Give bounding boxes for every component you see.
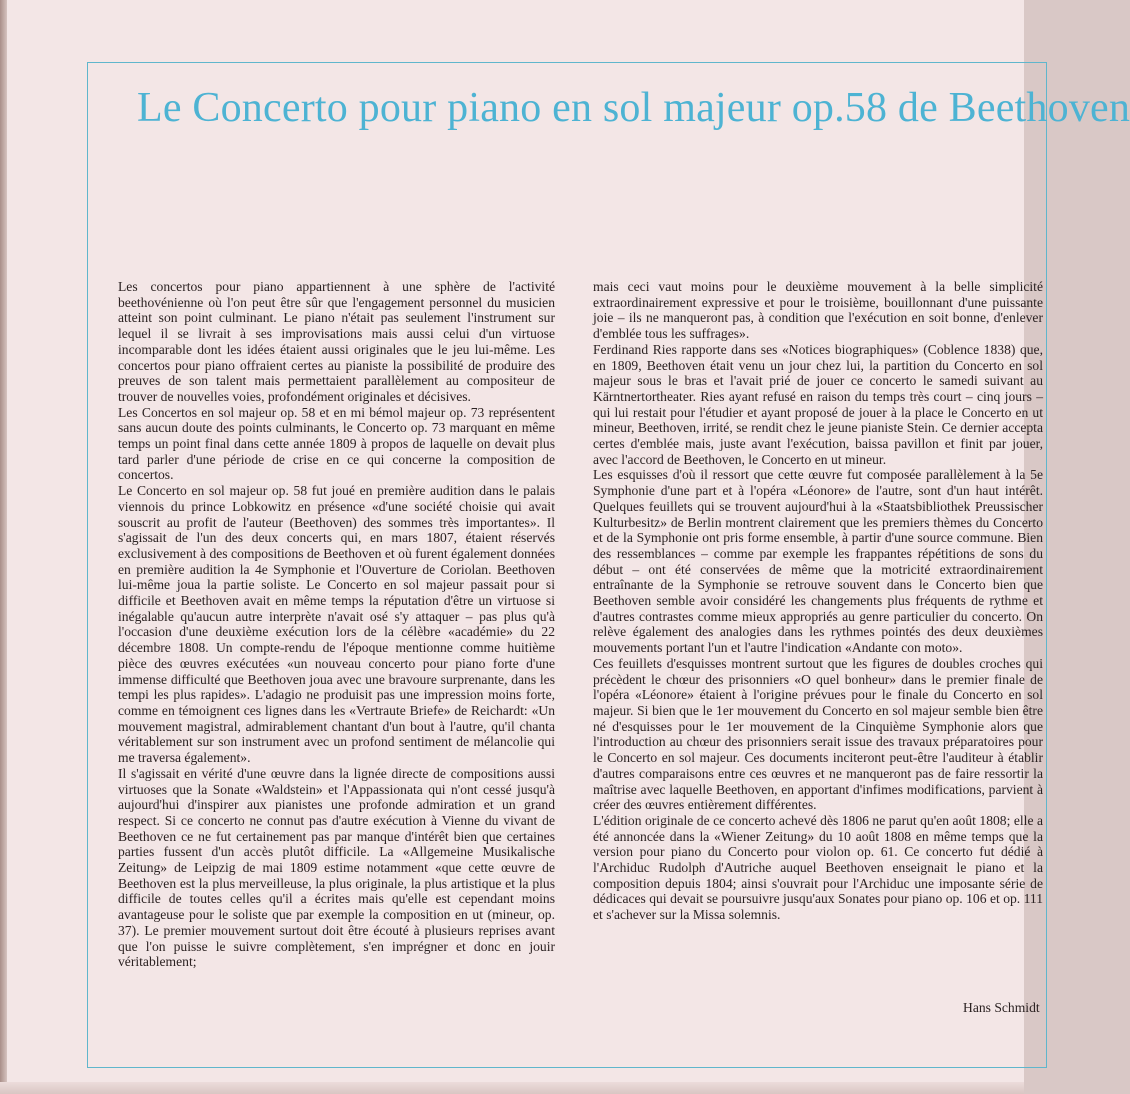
sleeve-bottom-edge [0, 1082, 1024, 1094]
paragraph: Le Concerto en sol majeur op. 58 fut joué en première audition dans le palais viennois du prince Lobkowitz en présence «d'une société choisie qui avait souscrit au profit de l'auteur (Beethoven) des sommes très importantes». Il s'agissait de l'un des deux concerts qui, en mars 1807, étaient réservés exclusivement à des compositions de Beethoven et où furent également données en première audition la 4e Symphonie et l'Ouverture de Coriolan. Beethoven lui-même joua la partie soliste. Le Concerto en sol majeur passait pour si difficile et Beethoven avait en même temps la réputation d'être un virtuose si inégalable qu'aucun autre interprète n'avait osé s'y attaquer – pas plus qu'à l'occasion d'une deuxième exécution lors de la célèbre «académie» du 22 décembre 1808. Un compte-rendu de l'époque mentionne comme huitième pièce des œuvres exécutées «un nouveau concerto pour piano forte d'une immense difficulté que Beethoven joua avec une bravoure surprenante, dans les tempi les plus rapides». L'adagio ne produisit pas une impression moins forte, comme en témoignent ces lignes dans les «Vertraute Briefe» de Reichardt: «Un mouvement magistral, admirablement chantant d'un bout à l'autre, qu'il chanta véritablement sur son instrument avec un profond sentiment de mélancolie qui me traversa également». [118, 483, 555, 766]
paragraph: Les Concertos en sol majeur op. 58 et en mi bémol majeur op. 73 représentent sans aucun doute des points culminants, le Concerto op. 73 marquant en même temps un point final dans cette année 1809 à propos de laquelle on devait plus tard parler d'une période de crise en ce qui concerne la composition de concertos. [118, 404, 555, 483]
paragraph: Il s'agissait en vérité d'une œuvre dans la lignée directe de compositions aussi virtuoses que la Sonate «Waldstein» et l'Appassionata qui n'ont cessé jusqu'à aujourd'hui d'inspirer aux pianistes une profonde admiration et un grand respect. Si ce concerto ne connut pas d'autre exécution à Vienne du vivant de Beethoven ce ne fut certainement pas par manque d'intérêt bien que certaines parties fussent d'un accès plutôt difficile. La «Allgemeine Musikalische Zeitung» de Leipzig de mai 1809 estime notamment «que cette œuvre de Beethoven est la plus merveilleuse, la plus originale, la plus artistique et la plus difficile de toutes celles qu'il a écrites mais qu'elle est cependant moins avantageuse pour le soliste que par exemple la composition en ut (mineur, op. 37). Le premier mouvement surtout doit être écouté à plusieurs reprises avant que l'on puisse le suivre complètement, s'en imprégner et donc en jouir véritablement; [118, 765, 555, 970]
paragraph: Les concertos pour piano appartiennent à une sphère de l'activité beethovénienne où l'on peut être sûr que l'engagement personnel du musicien atteint son point culminant. Le piano n'était pas seulement l'instrument sur lequel il se livrait à ses improvisations mais aussi celui d'un virtuose incomparable dont les idées étaient aussi originales que le jeu lui-même. Les concertos pour piano offraient certes au pianiste la possibilité de produire des preuves de son talent mais permettaient parallèlement au compositeur de trouver de nouvelles voies, profondément originales et décisives. [118, 279, 555, 404]
page-title: Le Concerto pour piano en sol majeur op.58 de Beethoven [137, 85, 1130, 131]
right-text-column [593, 279, 1043, 923]
left-text-column [118, 279, 555, 970]
paragraph: Ces feuillets d'esquisses montrent surtout que les figures de doubles croches qui précèdent le chœur des prisonniers «O quel bonheur» dans le premier finale de l'opéra «Léonore» étaient à l'origine prévues pour le finale du Concerto en sol majeur. Si bien que le 1er mouvement du Concerto en sol majeur semble bien être né d'esquisses pour le 1er mouvement de la Cinquième Symphonie alors que l'introduction au chœur des prisonniers serait issue des travaux préparatoires pour le Concerto en sol majeur. Ces documents inciteront peut-être l'auditeur à établir d'autres comparaisons entre ces œuvres et ne manqueront pas de faire ressortir la maîtrise avec laquelle Beethoven, en apportant d'infimes modifications, parvient à créer des œuvres entièrement différentes. [593, 655, 1043, 813]
paragraph: Ferdinand Ries rapporte dans ses «Notices biographiques» (Coblence 1838) que, en 1809, Beethoven était venu un jour chez lui, la partition du Concerto en sol majeur sous le bras et l'avait prié de jouer ce concerto le samedi suivant au Kärntnertortheater. Ries ayant refusé en raison du temps très court – cinq jours – qui lui restait pour l'étudier et ayant proposé de jouer à la place le Concerto en ut mineur, Beethoven, irrité, se rendit chez le jeune pianiste Stein. Ce dernier accepta certes d'emblée mais, juste avant l'exécution, baissa pavillon et finit par jouer, avec l'accord de Beethoven, le Concerto en ut mineur. [593, 341, 1043, 467]
sleeve-left-edge [0, 0, 7, 1094]
paragraph: L'édition originale de ce concerto achevé dès 1806 ne parut qu'en août 1808; elle a été annoncée dans la «Wiener Zeitung» du 10 août 1808 en même temps que la version pour piano du Concerto pour violon op. 61. Ce concerto fut dédié à l'Archiduc Rudolph d'Autriche auquel Beethoven enseignait le piano et la composition depuis 1804; ainsi s'ouvrait pour l'Archiduc une imposante série de dédicaces qui devait se poursuivre jusqu'aux Sonates pour piano op. 106 et op. 111 et s'achever sur la Missa solemnis. [593, 812, 1043, 923]
author-signature: Hans Schmidt [963, 1000, 1040, 1015]
paragraph: Les esquisses d'où il ressort que cette œuvre fut composée parallèlement à la 5e Symphonie d'une part et à l'opéra «Léonore» de l'autre, sont d'un haut intérêt. Quelques feuillets qui se trouvent aujourd'hui à la «Staatsbibliothek Preussischer Kulturbesitz» de Berlin montrent clairement que les premiers thèmes du Concerto et de la Symphonie ont pris forme ensemble, à partir d'une source commune. Bien des ressemblances – comme par exemple les frappantes répétitions de sons du début – ont été conservées de même que la motricité extraordinairement entraînante de la Symphonie se retrouve souvent dans le Concerto bien que Beethoven semble avoir considéré les changements plus fréquents de rythme et d'autres contrastes comme mieux appropriés au genre particulier du concerto. On relève également des analogies dans les rythmes pointés des deux deuxièmes mouvements portant l'un et l'autre l'indication «Andante con moto». [593, 467, 1043, 656]
paragraph: mais ceci vaut moins pour le deuxième mouvement à la belle simplicité extraordinairement expressive et pour le troisième, bouillonnant d'une puissante joie – ils ne manqueront pas, à condition que l'exécution en soit bonne, d'enlever d'emblée tous les suffrages». [593, 279, 1043, 342]
